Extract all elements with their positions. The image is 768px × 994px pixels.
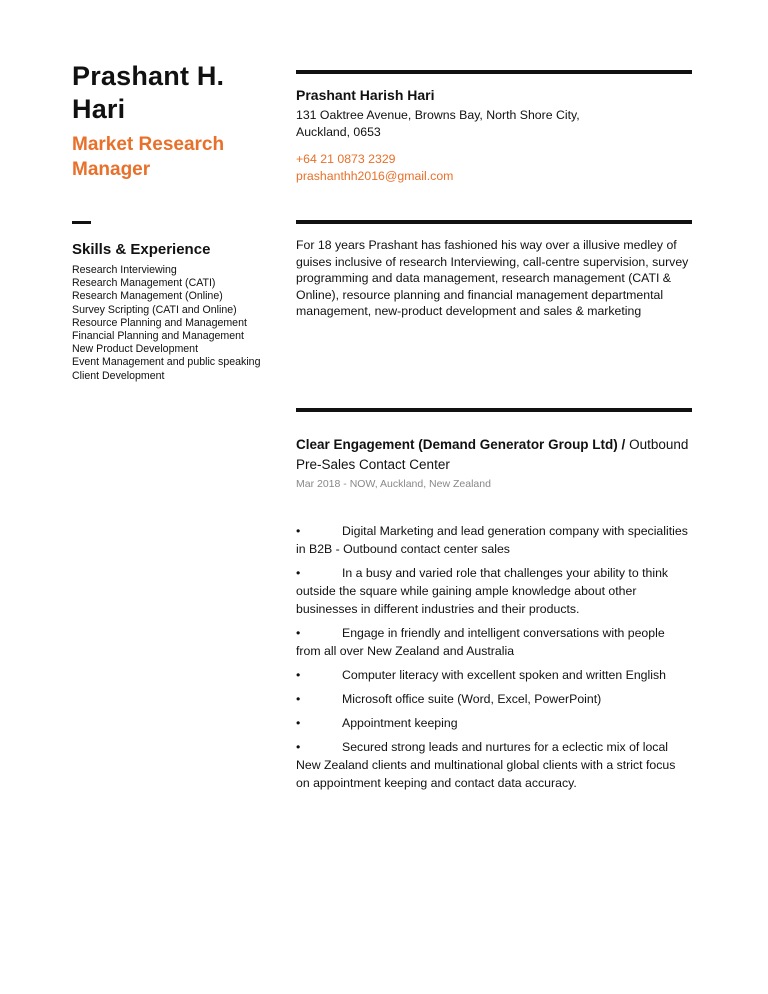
bullet-text: Engage in friendly and intelligent conversations with people from all over New Zealand and Australia bbox=[296, 625, 665, 658]
bullet-icon: • bbox=[296, 625, 301, 640]
list-item bbox=[296, 522, 692, 558]
job-heading bbox=[296, 435, 692, 475]
experience-section bbox=[296, 435, 692, 798]
list-item bbox=[296, 666, 692, 684]
skill-item: Financial Planning and Management bbox=[72, 330, 244, 343]
skill-item: Research Management (Online) bbox=[72, 290, 223, 303]
job-company: Clear Engagement (Demand Generator Group Ltd) / bbox=[296, 437, 626, 452]
phone-number[interactable]: +64 21 0873 2329 bbox=[296, 152, 396, 166]
address-line-2: Auckland, 0653 bbox=[296, 124, 381, 139]
skill-item: Research Interviewing bbox=[72, 264, 177, 276]
list-item bbox=[296, 738, 692, 792]
contact-full-name: Prashant Harish Hari bbox=[296, 87, 435, 103]
bullet-icon: • bbox=[296, 739, 301, 754]
candidate-name: Prashant H. Hari bbox=[72, 61, 225, 124]
job-bullets bbox=[296, 522, 692, 792]
skills-list bbox=[72, 264, 277, 383]
skills-heading: Skills & Experience bbox=[72, 241, 211, 258]
bullet-icon: • bbox=[296, 523, 301, 538]
section-rule bbox=[296, 220, 692, 224]
bullet-text: Secured strong leads and nurtures for a eclectic mix of local New Zealand clients and multinational global clients with a strict focus on appointment keeping and contact data accuracy. bbox=[296, 739, 676, 790]
skill-item: Survey Scripting (CATI and Online) bbox=[72, 303, 237, 316]
list-item bbox=[296, 714, 692, 732]
section-rule bbox=[296, 70, 692, 74]
section-rule bbox=[296, 408, 692, 412]
list-item bbox=[296, 690, 692, 708]
job-dates: Mar 2018 - NOW, Auckland, New Zealand bbox=[296, 478, 491, 490]
section-dash bbox=[72, 221, 91, 224]
list-item bbox=[296, 564, 692, 618]
bullet-text: In a busy and varied role that challenges your ability to think outside the square while gaining ample knowledge about other businesses in different industries and their products. bbox=[296, 565, 669, 616]
skill-item: New Product Development bbox=[72, 343, 199, 356]
email-link[interactable]: prashanthh2016@gmail.com bbox=[296, 168, 454, 183]
bullet-icon: • bbox=[296, 667, 301, 682]
left-column bbox=[72, 60, 277, 383]
job-position: Outbound Pre-Sales Contact Center bbox=[296, 437, 689, 472]
skill-item: Event Management and public speaking bbox=[72, 356, 261, 369]
bullet-icon: • bbox=[296, 715, 301, 730]
bullet-text: Computer literacy with excellent spoken and written English bbox=[342, 667, 666, 682]
bullet-text: Digital Marketing and lead generation company with specialities in B2B - Outbound contact center sales bbox=[296, 523, 688, 556]
candidate-title: Market Research Manager bbox=[72, 134, 225, 180]
bullet-text: Microsoft office suite (Word, Excel, PowerPoint) bbox=[342, 691, 602, 706]
bullet-icon: • bbox=[296, 565, 301, 580]
skill-item: Research Management (CATI) bbox=[72, 277, 216, 290]
skill-item: Resource Planning and Management bbox=[72, 316, 247, 329]
address-line-1: 131 Oaktree Avenue, Browns Bay, North Shore City, bbox=[296, 108, 580, 122]
list-item bbox=[296, 624, 692, 660]
bullet-icon: • bbox=[296, 691, 301, 706]
bullet-text: Appointment keeping bbox=[342, 715, 458, 730]
skill-item: Client Development bbox=[72, 369, 165, 382]
contact-section bbox=[296, 86, 696, 184]
summary-paragraph: For 18 years Prashant has fashioned his way over a illusive medley of guises inclusive of research Interviewing, call-centre supervision, survey programming and data management, research management (CATI & Online), resource planning and financial management departmental management, new-product development and sales & marketing bbox=[296, 238, 689, 318]
